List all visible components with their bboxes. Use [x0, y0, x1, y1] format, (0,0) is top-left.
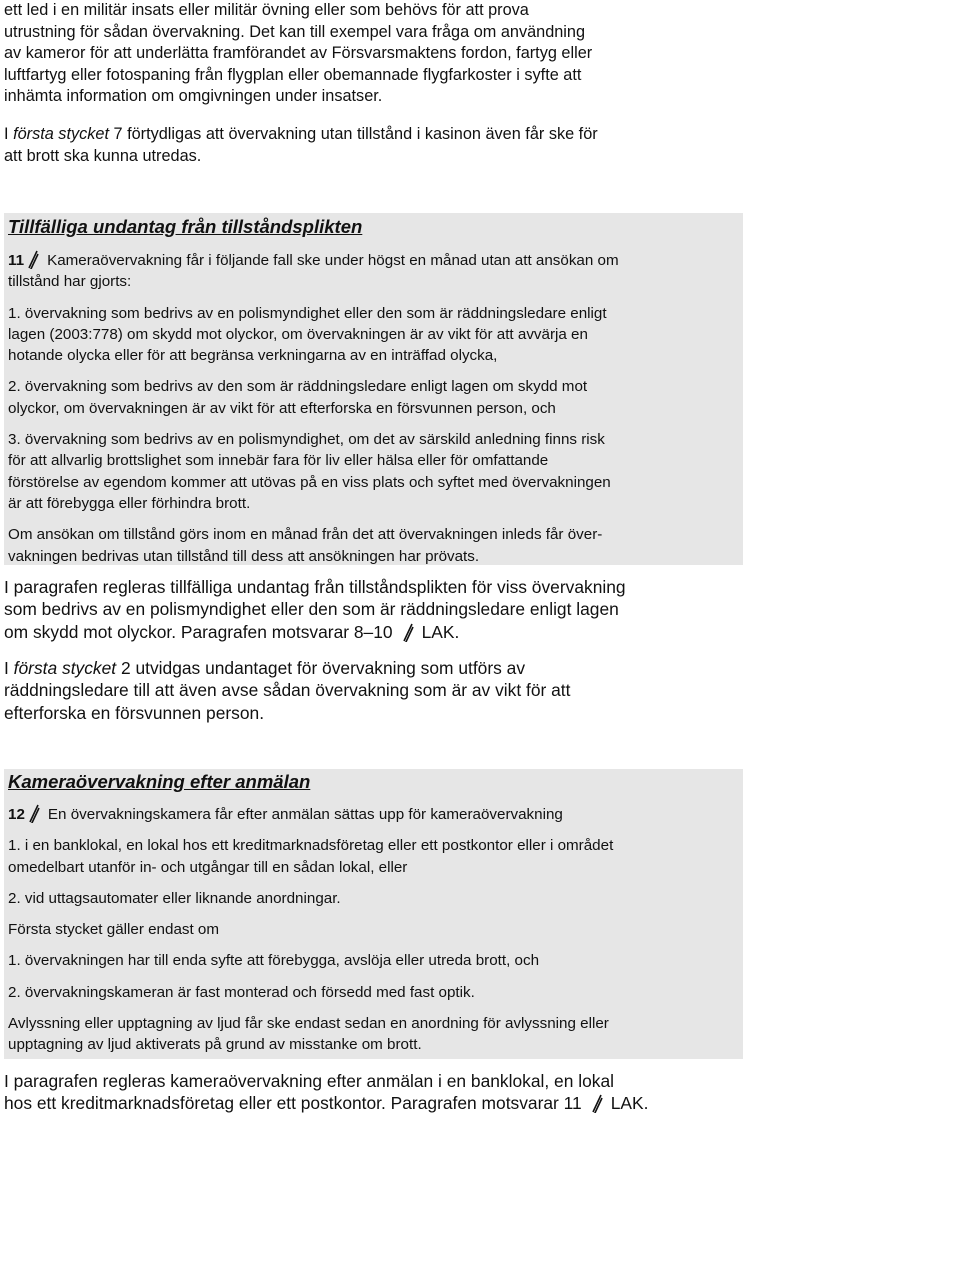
text-line: Avlyssning eller upptagning av ljud får ske endast sedan en anordning för avlyssning eller	[8, 1015, 609, 1033]
text-fragment: I	[4, 658, 14, 678]
text-line: som bedrivs av en polismyndighet eller den som är räddningsledare enligt lagen	[4, 599, 619, 620]
text-line: I paragrafen regleras kameraövervakning efter anmälan i en banklokal, en lokal	[4, 1071, 614, 1091]
text-fragment: LAK.	[610, 1093, 649, 1114]
text-line: ett led i en militär insats eller militär övning eller som behövs för att prova	[4, 1, 529, 19]
section-number: 11	[8, 252, 25, 269]
list-item: 1. övervakningen har till enda syfte att förebygga, avslöja eller utreda brott, och	[8, 952, 540, 970]
intro-paragraph	[4, 0, 592, 108]
text-line: Om ansökan om tillstånd görs inom en månad från det att övervakningen inleds får över-	[8, 526, 603, 544]
text-line: efterforska en försvunnen person.	[4, 702, 265, 723]
text-line: upptagning av ljud aktiverats på grund av misstanke om brott.	[8, 1036, 422, 1054]
text-fragment: I	[4, 125, 14, 143]
text-fragment: LAK.	[421, 621, 460, 642]
section-heading: Kameraövervakning efter anmälan	[8, 771, 311, 792]
text-line: 2. övervakning som bedrivs av den som är räddningsledare enligt lagen om skydd mot	[8, 378, 588, 396]
text-line: av kameror för att underlätta framförandet av Försvarsmaktens fordon, fartyg eller	[4, 44, 593, 63]
text-line: 1. i en banklokal, en lokal hos ett kreditmarknadsföretag eller ett postkontor eller i området	[8, 837, 614, 855]
text-line: omedelbart utanför in- och utgångar till en sådan lokal, eller	[8, 858, 408, 876]
text-line: inhämta information om omgivningen under insatser.	[4, 87, 383, 106]
section-heading: Tillfälliga undantag från tillståndsplikten	[8, 216, 363, 237]
emphasis: första stycket	[13, 125, 109, 143]
text-line: Första stycket gäller endast om	[8, 921, 220, 939]
closing-paragraph	[8, 524, 739, 567]
text-line: luftfartyg eller fotospaning från flygplan eller obemannade flygfarkoster i syfte att	[4, 65, 582, 84]
text-line: utrustning för sådan övervakning. Det kan till exempel vara fråga om användning	[4, 22, 586, 41]
law-text-box-12	[4, 769, 743, 1059]
section-number: 12	[8, 806, 25, 823]
intro-paragraph-2	[4, 124, 598, 167]
text-fragment: om skydd mot olyckor. Paragrafen motsvarar 8–10	[4, 621, 393, 642]
text-fragment: 2 utvidgas undantaget för övervakning som utförs av	[116, 658, 526, 678]
section-sign-icon	[26, 249, 41, 269]
list-item	[8, 429, 739, 514]
section-sign-icon	[27, 803, 42, 823]
commentary-11	[4, 576, 626, 643]
section-sign-icon	[401, 622, 416, 642]
commentary-12	[4, 1070, 648, 1115]
text-line: lagen (2003:778) om skydd mot olyckor, om övervakningen är av vikt för att avvärja en	[8, 325, 588, 343]
list-item	[8, 303, 739, 367]
text-line: förstörelse av egendom kommer att utövas på en viss plats och syftet med övervakningen	[8, 473, 611, 491]
text-line: hotande olycka eller för att begränsa verkningarna av en inträffad olycka,	[8, 347, 498, 365]
list-item	[8, 376, 739, 419]
text-fragment: 7 förtydligas att övervakning utan tillstånd i kasinon även får ske för	[108, 125, 598, 143]
emphasis: första stycket	[13, 658, 117, 678]
commentary-11-b	[4, 657, 570, 724]
text-line: att brott ska kunna utredas.	[4, 146, 202, 165]
text-line: vakningen bedrivas utan tillstånd till dess att ansökningen har prövats.	[8, 547, 480, 565]
section-lead-line	[8, 803, 739, 825]
list-item: 2. övervakningskameran är fast monterad och försedd med fast optik.	[8, 983, 475, 1001]
list-item: 2. vid uttagsautomater eller liknande anordningar.	[8, 889, 341, 907]
law-text-box-11	[4, 213, 743, 565]
text-line	[4, 1092, 648, 1114]
text-line	[4, 621, 626, 643]
text-fragment: En övervakningskamera får efter anmälan sättas upp för kameraövervakning	[47, 806, 563, 823]
text-line: för att allvarlig brottslighet som innebär fara för liv eller hälsa eller för omfattande	[8, 452, 549, 470]
text-line	[4, 124, 598, 146]
text-fragment: Kameraövervakning får i följande fall ske under högst en månad utan att ansökan om	[47, 252, 619, 269]
text-line: är att förebygga eller förhindra brott.	[8, 494, 251, 512]
audio-paragraph	[8, 1013, 739, 1056]
section-sign-icon	[590, 1093, 605, 1113]
text-line: tillstånd har gjorts:	[8, 273, 132, 291]
text-line: räddningsledare till att även avse sådan övervakning som är av vikt för att	[4, 680, 571, 701]
text-line: I paragrafen regleras tillfälliga undantag från tillståndsplikten för viss övervakning	[4, 577, 626, 597]
text-fragment: hos ett kreditmarknadsföretag eller ett postkontor. Paragrafen motsvarar 11	[4, 1093, 582, 1114]
list-item	[8, 835, 739, 878]
text-line: 3. övervakning som bedrivs av en polismyndighet, om det av särskild anledning finns risk	[8, 431, 605, 449]
section-lead-line	[8, 249, 739, 271]
text-line: olyckor, om övervakningen är av vikt för att efterforska en försvunnen person, och	[8, 399, 556, 417]
text-line: 1. övervakning som bedrivs av en polismyndighet eller den som är räddningsledare enligt	[8, 304, 607, 322]
text-line	[4, 657, 570, 679]
